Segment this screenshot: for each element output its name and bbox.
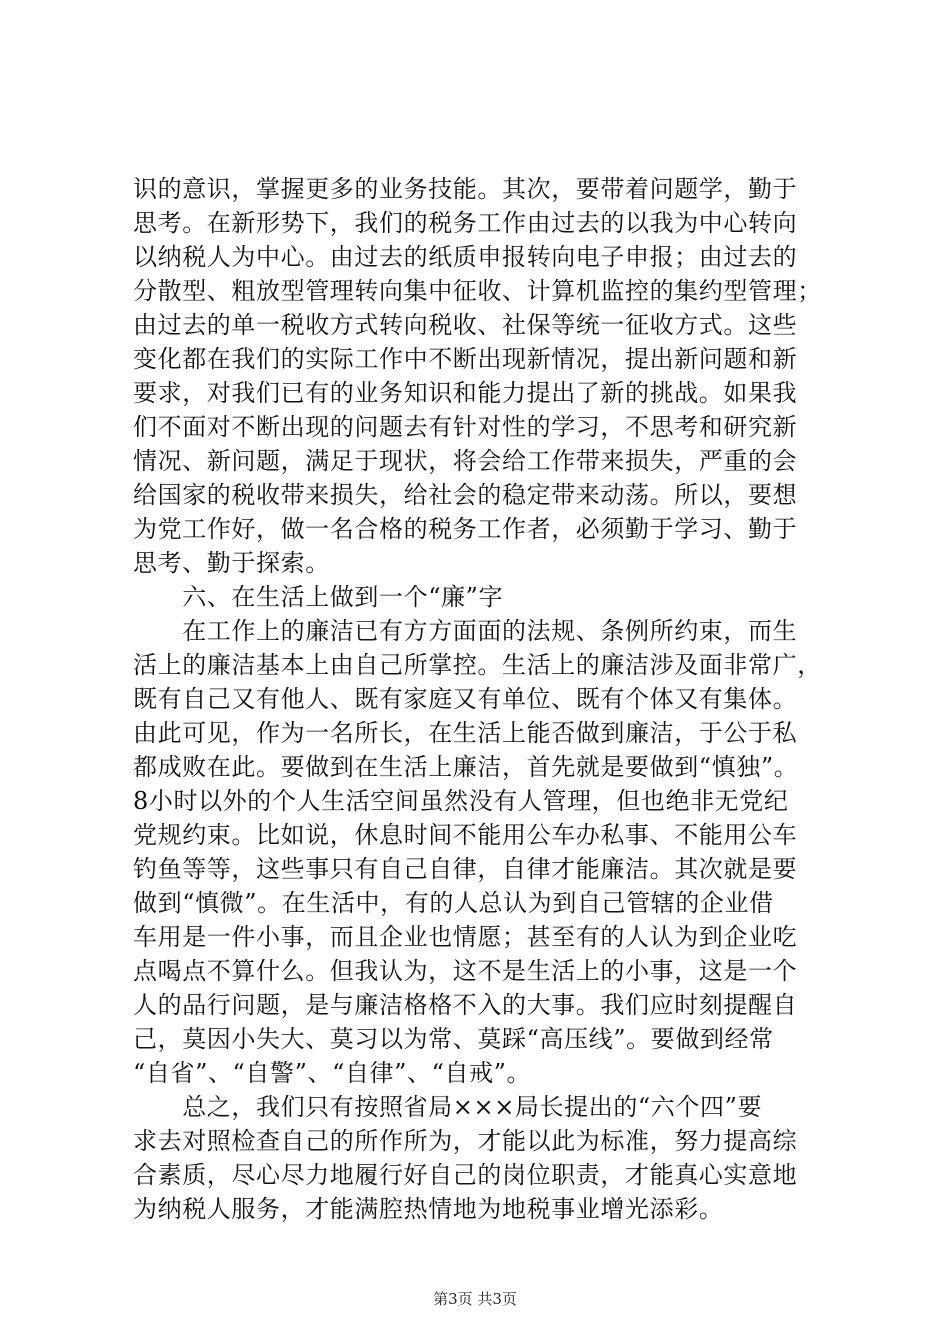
text-line: 变化都在我们的实际工作中不断出现新情况，提出新问题和新 bbox=[133, 345, 798, 373]
text-line: 做到“慎微”。在生活中，有的人总认为到自己管辖的企业借 bbox=[133, 889, 774, 917]
text-line: 人的品行问题，是与廉洁格格不入的大事。我们应时刻提醒自 bbox=[133, 991, 798, 1019]
text-line: 合素质，尽心尽力地履行好自己的岗位职责，才能真心实意地 bbox=[133, 1161, 798, 1189]
text-line: 由此可见，作为一名所长，在生活上能否做到廉洁，于公于私 bbox=[133, 719, 798, 747]
text-line: 情况、新问题，满足于现状，将会给工作带来损失，严重的会 bbox=[133, 447, 798, 475]
text-line: 钓鱼等等，这些事只有自己自律，自律才能廉洁。其次就是要 bbox=[133, 855, 798, 883]
text-line: 思考、勤于探索。 bbox=[133, 549, 330, 577]
text-line: 在工作上的廉洁已有方方面面的法规、条例所约束，而生 bbox=[133, 617, 798, 645]
text-line: 求去对照检查自己的所作所为，才能以此为标准，努力提高综 bbox=[133, 1127, 798, 1155]
text-line: 思考。在新形势下，我们的税务工作由过去的以我为中心转向 bbox=[133, 209, 798, 237]
text-line: 活上的廉洁基本上由自己所掌控。生活上的廉洁涉及面非常广， bbox=[133, 651, 822, 679]
text-line: 为纳税人服务，才能满腔热情地为地税事业增光添彩。 bbox=[133, 1195, 724, 1223]
text-line: 给国家的税收带来损失，给社会的稳定带来动荡。所以，要想 bbox=[133, 481, 798, 509]
text-line: 总之，我们只有按照省局×××局长提出的“六个四”要 bbox=[133, 1093, 763, 1121]
text-line: 既有自己又有他人、既有家庭又有单位、既有个体又有集体。 bbox=[133, 685, 798, 713]
text-line: 以纳税人为中心。由过去的纸质申报转向电子申报；由过去的 bbox=[133, 243, 798, 271]
text-line: 为党工作好，做一名合格的税务工作者，必须勤于学习、勤于 bbox=[133, 515, 798, 543]
text-line: 分散型、粗放型管理转向集中征收、计算机监控的集约型管理； bbox=[133, 277, 822, 305]
text-line: 都成败在此。要做到在生活上廉洁，首先就是要做到“慎独”。 bbox=[133, 753, 799, 781]
text-line: 由过去的单一税收方式转向税收、社保等统一征收方式。这些 bbox=[133, 311, 798, 339]
page-footer: 第3页 共3页 bbox=[433, 1290, 517, 1308]
text-line: 8小时以外的个人生活空间虽然没有人管理，但也绝非无党纪 bbox=[133, 787, 789, 815]
document-body bbox=[133, 172, 823, 1226]
text-line: “自省”、“自警”、“自律”、“自戒”。 bbox=[133, 1059, 532, 1087]
text-line: 们不面对不断出现的问题去有针对性的学习，不思考和研究新 bbox=[133, 413, 798, 441]
text-line: 点喝点不算什么。但我认为，这不是生活上的小事，这是一个 bbox=[133, 957, 798, 985]
text-line: 要求，对我们已有的业务知识和能力提出了新的挑战。如果我 bbox=[133, 379, 798, 407]
text-line: 识的意识，掌握更多的业务技能。其次，要带着问题学，勤于 bbox=[133, 175, 798, 203]
text-line: 党规约束。比如说，休息时间不能用公车办私事、不能用公车 bbox=[133, 821, 798, 849]
text-line: 己，莫因小失大、莫习以为常、莫踩“高压线”。要做到经常 bbox=[133, 1025, 774, 1053]
text-line: 车用是一件小事，而且企业也情愿；甚至有的人认为到企业吃 bbox=[133, 923, 798, 951]
section-heading: 六、在生活上做到一个“廉”字 bbox=[133, 583, 504, 611]
